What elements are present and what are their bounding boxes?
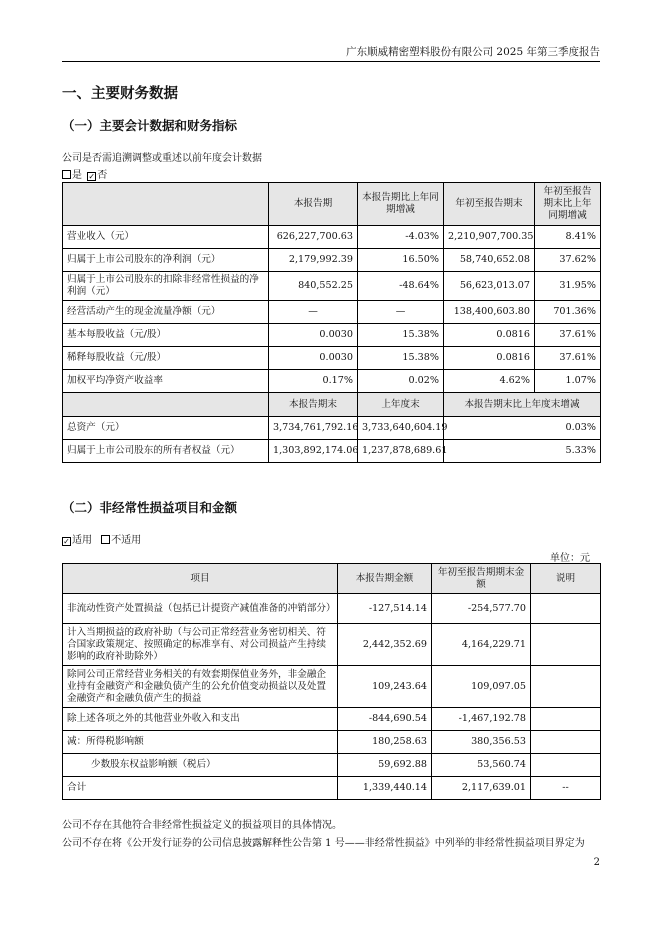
value-cell: 109,097.05 — [432, 666, 531, 708]
key-indicators-table — [62, 182, 601, 463]
section-title-financial-data: 一、主要财务数据 — [62, 85, 178, 102]
item-label: 合计 — [63, 777, 338, 800]
note-cell — [531, 594, 601, 624]
note-cell: -- — [531, 777, 601, 800]
report-header: 广东顺威精密塑料股份有限公司 2025 年第三季度报告 — [346, 46, 600, 58]
value-cell: 1,339,440.14 — [338, 777, 432, 800]
table-row — [63, 417, 601, 440]
value-cell: 701.36% — [535, 301, 601, 324]
row-label: 基本每股收益（元/股） — [63, 324, 269, 347]
checkbox-no-checked[interactable]: ✓ — [88, 172, 96, 181]
value-cell: 53,560.74 — [432, 754, 531, 777]
table-row — [63, 347, 601, 370]
header-cell: 本报告期金额 — [338, 564, 432, 594]
option-yes-label: 是 — [72, 170, 82, 181]
value-cell: 380,356.53 — [432, 731, 531, 754]
value-cell: 4.62% — [444, 370, 535, 393]
table-row — [63, 594, 601, 624]
value-cell: 1.07% — [535, 370, 601, 393]
header-cell: 上年度末 — [358, 393, 444, 417]
header-cell: 本报告期末 — [269, 393, 358, 417]
header-cell: 本报告期末比上年度末增减 — [444, 393, 601, 417]
row-label: 归属于上市公司股东的所有者权益（元） — [63, 440, 269, 463]
table-row — [63, 301, 601, 324]
item-label: 减：所得税影响额 — [63, 731, 338, 754]
value-cell: 626,227,700.63 — [269, 226, 358, 249]
header-cell: 本报告期比上年同期增减 — [358, 183, 444, 226]
header-cell: 年初至报告期期末金额 — [432, 564, 531, 594]
value-cell: 0.02% — [358, 370, 444, 393]
header-cell-empty — [63, 183, 269, 226]
value-cell: — — [269, 301, 358, 324]
item-label: 计入当期损益的政府补助（与公司正常经营业务密切相关、符合国家政策规定、按照确定的标准享有、对公司损益产生持续影响的政府补助除外） — [63, 624, 338, 666]
option-not-apply-label: 不适用 — [111, 535, 142, 546]
value-cell: 31.95% — [535, 272, 601, 301]
table-total-row — [63, 777, 601, 800]
option-no-label: 否 — [97, 170, 108, 181]
value-cell: 8.41% — [535, 226, 601, 249]
value-cell: 2,210,907,700.35 — [444, 226, 535, 249]
row-label: 加权平均净资产收益率 — [63, 370, 269, 393]
value-cell: -4.03% — [358, 226, 444, 249]
subsection-title-key-indicators: （一）主要会计数据和财务指标 — [62, 118, 238, 133]
table-row — [63, 754, 601, 777]
value-cell: 0.0030 — [269, 347, 358, 370]
header-cell: 项目 — [63, 564, 338, 594]
note-cell — [531, 624, 601, 666]
item-label: 少数股东权益影响额（税后） — [63, 754, 338, 777]
item-label: 除同公司正常经营业务相关的有效套期保值业务外，非金融企业持有金融资产和金融负债产生的公允价值变动损益以及处置金融资产和金融负债产生的损益 — [63, 666, 338, 708]
value-cell: 56,623,013.07 — [444, 272, 535, 301]
applicability-options — [62, 531, 141, 546]
footnote-other-items: 公司不存在其他符合非经常性损益定义的损益项目的具体情况。 — [62, 820, 342, 831]
row-label: 归属于上市公司股东的净利润（元） — [63, 249, 269, 272]
value-cell: 59,692.88 — [338, 754, 432, 777]
value-cell: 0.0816 — [444, 324, 535, 347]
header-cell-empty — [63, 393, 269, 417]
value-cell: 0.03% — [444, 417, 601, 440]
footnote-classification: 公司不存在将《公开发行证券的公司信息披露解释性公告第 1 号——非经常性损益》中列举的非经常性损益项目界定为 — [62, 838, 585, 849]
row-label: 归属于上市公司股东的扣除非经常性损益的净利润（元） — [63, 272, 269, 301]
checkbox-yes-unchecked[interactable] — [62, 170, 71, 179]
value-cell: -1,467,192.78 — [432, 708, 531, 731]
table-row — [63, 249, 601, 272]
value-cell: 0.0030 — [269, 324, 358, 347]
row-label: 稀释每股收益（元/股） — [63, 347, 269, 370]
page-number: 2 — [593, 857, 600, 868]
value-cell: 2,117,639.01 — [432, 777, 531, 800]
table-header-row — [63, 564, 601, 594]
item-label: 除上述各项之外的其他营业外收入和支出 — [63, 708, 338, 731]
value-cell: 15.38% — [358, 347, 444, 370]
table-row — [63, 708, 601, 731]
table-header-row — [63, 183, 601, 226]
value-cell: 3,734,761,792.16 — [269, 417, 358, 440]
table-row — [63, 324, 601, 347]
value-cell: 180,258.63 — [338, 731, 432, 754]
row-label: 总资产（元） — [63, 417, 269, 440]
value-cell: 0.17% — [269, 370, 358, 393]
value-cell: 1,237,878,689.61 — [358, 440, 444, 463]
restatement-question: 公司是否需追溯调整或重述以前年度会计数据 — [62, 153, 262, 164]
value-cell: 138,400,603.80 — [444, 301, 535, 324]
note-cell — [531, 666, 601, 708]
value-cell: 37.62% — [535, 249, 601, 272]
value-cell: -48.64% — [358, 272, 444, 301]
option-apply-label: 适用 — [72, 535, 92, 546]
value-cell: -127,514.14 — [338, 594, 432, 624]
restatement-options — [62, 166, 107, 181]
table-row — [63, 440, 601, 463]
header-cell: 年初至报告期末 — [444, 183, 535, 226]
non-recurring-table — [62, 563, 601, 800]
value-cell: 2,442,352.69 — [338, 624, 432, 666]
note-cell — [531, 731, 601, 754]
value-cell: 4,164,229.71 — [432, 624, 531, 666]
checkbox-apply-checked[interactable]: ✓ — [63, 537, 70, 546]
value-cell: 1,303,892,174.06 — [269, 440, 358, 463]
value-cell: 840,552.25 — [269, 272, 358, 301]
table-row — [63, 731, 601, 754]
value-cell: 2,179,992.39 — [269, 249, 358, 272]
value-cell: 37.61% — [535, 347, 601, 370]
table-row — [63, 370, 601, 393]
value-cell: 0.0816 — [444, 347, 535, 370]
value-cell: 37.61% — [535, 324, 601, 347]
row-label: 营业收入（元） — [63, 226, 269, 249]
header-cell: 本报告期 — [269, 183, 358, 226]
value-cell: 58,740,652.08 — [444, 249, 535, 272]
table-row — [63, 226, 601, 249]
value-cell: — — [358, 301, 444, 324]
value-cell: 5.33% — [444, 440, 601, 463]
value-cell: 15.38% — [358, 324, 444, 347]
header-cell: 说明 — [531, 564, 601, 594]
value-cell: -844,690.54 — [338, 708, 432, 731]
header-divider — [62, 61, 600, 62]
item-label: 非流动性资产处置损益（包括已计提资产减值准备的冲销部分） — [63, 594, 338, 624]
value-cell: 3,733,640,604.19 — [358, 417, 444, 440]
header-cell: 年初至报告期末比上年同期增减 — [535, 183, 601, 226]
value-cell: 16.50% — [358, 249, 444, 272]
table-row — [63, 272, 601, 301]
note-cell — [531, 754, 601, 777]
subsection-title-non-recurring: （二）非经常性损益项目和金额 — [62, 500, 238, 515]
value-cell: -254,577.70 — [432, 594, 531, 624]
table-row — [63, 666, 601, 708]
checkbox-not-apply-unchecked[interactable] — [101, 535, 110, 544]
row-label: 经营活动产生的现金流量净额（元） — [63, 301, 269, 324]
table-header-row — [63, 393, 601, 417]
value-cell: 109,243.64 — [338, 666, 432, 708]
unit-label: 单位：元 — [550, 553, 590, 564]
table-row — [63, 624, 601, 666]
note-cell — [531, 708, 601, 731]
